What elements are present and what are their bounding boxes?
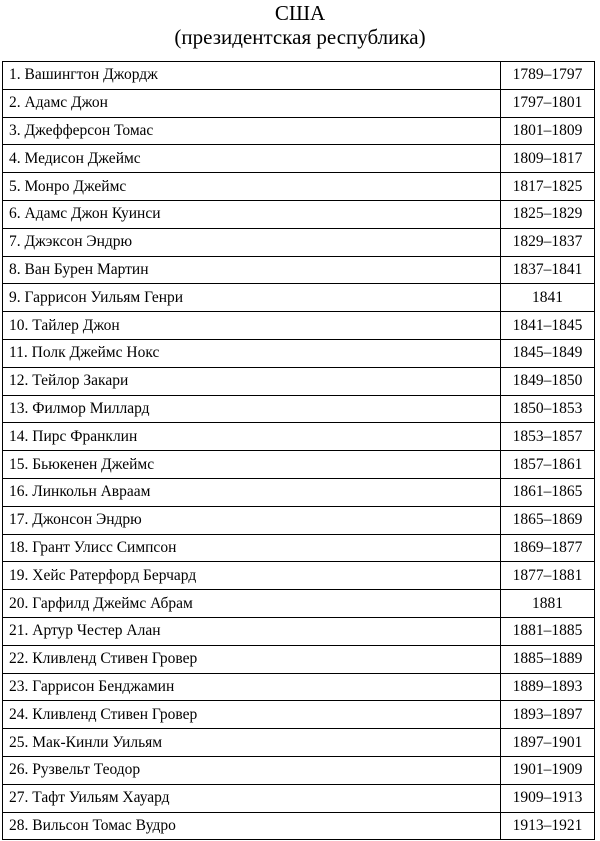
table-row bbox=[3, 673, 595, 701]
term-years-cell: 1913–1921 bbox=[501, 812, 595, 840]
president-name-cell: 9. Гаррисон Уильям Генри bbox=[3, 284, 501, 312]
table-row bbox=[3, 784, 595, 812]
term-years-cell: 1837–1841 bbox=[501, 256, 595, 284]
table-row bbox=[3, 89, 595, 117]
term-years-cell: 1901–1909 bbox=[501, 756, 595, 784]
table-row bbox=[3, 367, 595, 395]
term-years-cell: 1801–1809 bbox=[501, 117, 595, 145]
term-years-cell: 1845–1849 bbox=[501, 339, 595, 367]
table-row bbox=[3, 312, 595, 340]
term-years-cell: 1909–1913 bbox=[501, 784, 595, 812]
term-years-cell: 1849–1850 bbox=[501, 367, 595, 395]
table-row bbox=[3, 228, 595, 256]
table-row bbox=[3, 534, 595, 562]
table-row bbox=[3, 145, 595, 173]
presidents-table-body bbox=[3, 62, 595, 840]
president-name-cell: 12. Тейлор Закари bbox=[3, 367, 501, 395]
table-row bbox=[3, 701, 595, 729]
term-years-cell: 1797–1801 bbox=[501, 89, 595, 117]
president-name-cell: 20. Гарфилд Джеймс Абрам bbox=[3, 590, 501, 618]
term-years-cell: 1789–1797 bbox=[501, 62, 595, 90]
president-name-cell: 1. Вашингтон Джордж bbox=[3, 62, 501, 90]
president-name-cell: 18. Грант Улисс Симпсон bbox=[3, 534, 501, 562]
table-row bbox=[3, 284, 595, 312]
term-years-cell: 1841 bbox=[501, 284, 595, 312]
table-row bbox=[3, 729, 595, 757]
term-years-cell: 1809–1817 bbox=[501, 145, 595, 173]
table-row bbox=[3, 256, 595, 284]
table-row bbox=[3, 200, 595, 228]
table-row bbox=[3, 62, 595, 90]
president-name-cell: 22. Кливленд Стивен Гровер bbox=[3, 645, 501, 673]
president-name-cell: 6. Адамс Джон Куинси bbox=[3, 200, 501, 228]
table-row bbox=[3, 478, 595, 506]
table-row bbox=[3, 423, 595, 451]
president-name-cell: 7. Джэксон Эндрю bbox=[3, 228, 501, 256]
term-years-cell: 1869–1877 bbox=[501, 534, 595, 562]
president-name-cell: 15. Бьюкенен Джеймс bbox=[3, 451, 501, 479]
table-row bbox=[3, 562, 595, 590]
president-name-cell: 13. Филмор Миллард bbox=[3, 395, 501, 423]
table-row bbox=[3, 451, 595, 479]
table-row bbox=[3, 395, 595, 423]
president-name-cell: 23. Гаррисон Бенджамин bbox=[3, 673, 501, 701]
president-name-cell: 10. Тайлер Джон bbox=[3, 312, 501, 340]
table-row bbox=[3, 117, 595, 145]
president-name-cell: 14. Пирс Франклин bbox=[3, 423, 501, 451]
president-name-cell: 28. Вильсон Томас Вудро bbox=[3, 812, 501, 840]
term-years-cell: 1850–1853 bbox=[501, 395, 595, 423]
president-name-cell: 16. Линкольн Авраам bbox=[3, 478, 501, 506]
president-name-cell: 17. Джонсон Эндрю bbox=[3, 506, 501, 534]
table-row bbox=[3, 590, 595, 618]
term-years-cell: 1829–1837 bbox=[501, 228, 595, 256]
table-row bbox=[3, 173, 595, 201]
term-years-cell: 1893–1897 bbox=[501, 701, 595, 729]
term-years-cell: 1825–1829 bbox=[501, 200, 595, 228]
term-years-cell: 1841–1845 bbox=[501, 312, 595, 340]
table-row bbox=[3, 812, 595, 840]
president-name-cell: 5. Монро Джеймс bbox=[3, 173, 501, 201]
term-years-cell: 1881 bbox=[501, 590, 595, 618]
president-name-cell: 3. Джефферсон Томас bbox=[3, 117, 501, 145]
president-name-cell: 24. Кливленд Стивен Гровер bbox=[3, 701, 501, 729]
term-years-cell: 1889–1893 bbox=[501, 673, 595, 701]
presidents-table bbox=[2, 61, 595, 840]
table-row bbox=[3, 506, 595, 534]
term-years-cell: 1877–1881 bbox=[501, 562, 595, 590]
president-name-cell: 2. Адамс Джон bbox=[3, 89, 501, 117]
president-name-cell: 26. Рузвельт Теодор bbox=[3, 756, 501, 784]
term-years-cell: 1897–1901 bbox=[501, 729, 595, 757]
table-row bbox=[3, 339, 595, 367]
page-subtitle: (президентская республика) bbox=[174, 25, 426, 49]
president-name-cell: 25. Мак-Кинли Уильям bbox=[3, 729, 501, 757]
term-years-cell: 1857–1861 bbox=[501, 451, 595, 479]
president-name-cell: 27. Тафт Уильям Хауард bbox=[3, 784, 501, 812]
table-row bbox=[3, 756, 595, 784]
president-name-cell: 4. Медисон Джеймс bbox=[3, 145, 501, 173]
table-row bbox=[3, 645, 595, 673]
term-years-cell: 1853–1857 bbox=[501, 423, 595, 451]
president-name-cell: 19. Хейс Ратерфорд Берчард bbox=[3, 562, 501, 590]
president-name-cell: 8. Ван Бурен Мартин bbox=[3, 256, 501, 284]
term-years-cell: 1885–1889 bbox=[501, 645, 595, 673]
president-name-cell: 11. Полк Джеймс Нокс bbox=[3, 339, 501, 367]
table-row bbox=[3, 617, 595, 645]
term-years-cell: 1817–1825 bbox=[501, 173, 595, 201]
page-title: США bbox=[274, 1, 326, 25]
president-name-cell: 21. Артур Честер Алан bbox=[3, 617, 501, 645]
term-years-cell: 1865–1869 bbox=[501, 506, 595, 534]
term-years-cell: 1881–1885 bbox=[501, 617, 595, 645]
term-years-cell: 1861–1865 bbox=[501, 478, 595, 506]
